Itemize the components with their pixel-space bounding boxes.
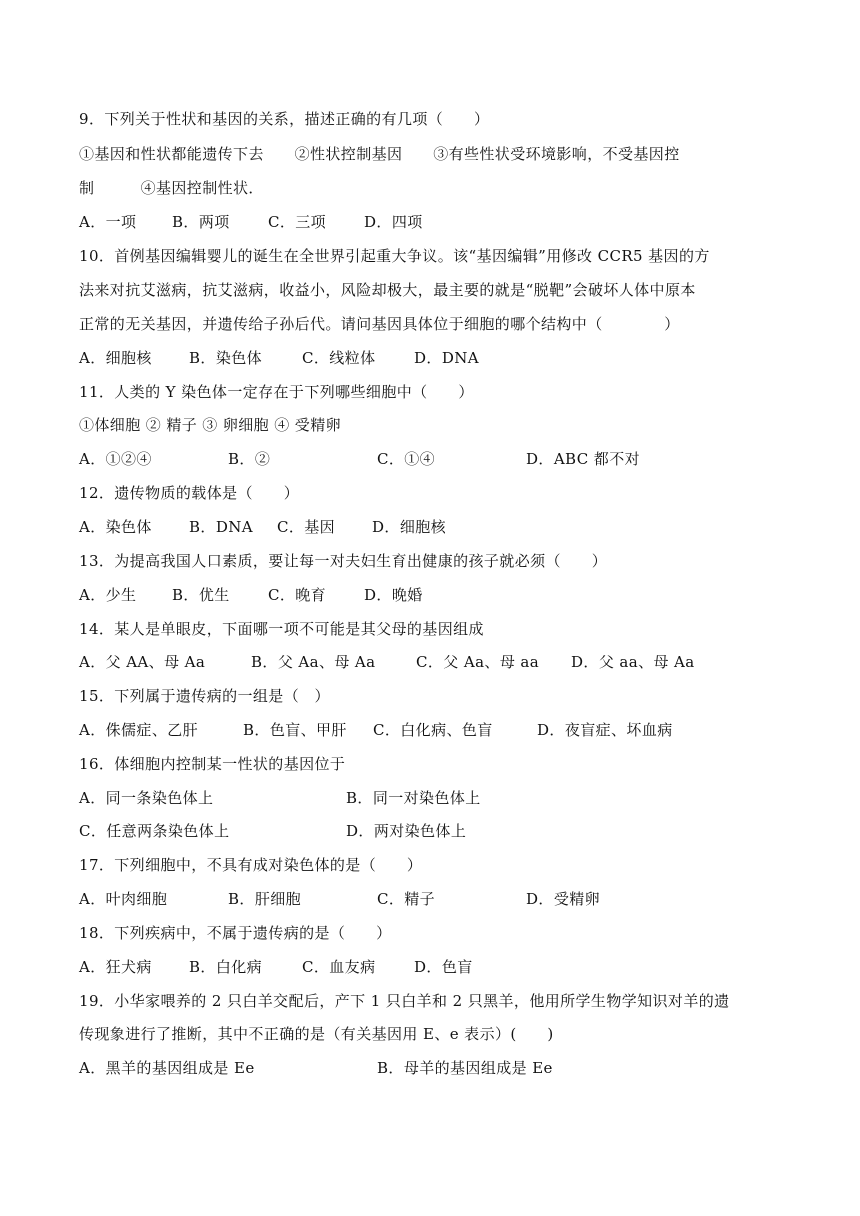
question-19-stem-line1: 19．小华家喂养的 2 只白羊交配后，产下 1 只白羊和 2 只黑羊，他用所学生物学知识对羊的遗 [79, 992, 730, 1010]
question-11-stem: 11．人类的 Y 染色体一定存在于下列哪些细胞中（ ） [79, 383, 474, 401]
question-11-option-c: C．①④ [377, 450, 436, 468]
question-14-option-d: D．父 aa、母 Aa [571, 653, 695, 671]
question-9-stem: 9．下列关于性状和基因的关系，描述正确的有几项（ ） [79, 110, 490, 128]
question-14-stem: 14．某人是单眼皮，下面哪一项不可能是其父母的基因组成 [79, 620, 484, 638]
question-15-option-a: A．侏儒症、乙肝 [79, 721, 199, 739]
question-14-option-b: B．父 Aa、母 Aa [251, 653, 376, 671]
question-18-option-d: D．色盲 [414, 958, 473, 976]
question-18-option-a: A．狂犬病 [79, 958, 152, 976]
question-19-stem-line2: 传现象进行了推断，其中不正确的是（有关基因用 E、e 表示）( ) [79, 1025, 554, 1043]
question-10-option-d: D．DNA [414, 349, 480, 367]
question-9-statements-line2: 制 ④基因控制性状． [79, 179, 264, 197]
question-19-option-a: A．黑羊的基因组成是 Ee [79, 1059, 255, 1077]
question-13-option-d: D．晚婚 [364, 586, 423, 604]
question-17-stem: 17．下列细胞中，不具有成对染色体的是（ ） [79, 856, 423, 874]
question-11-option-b: B．② [228, 450, 271, 468]
question-9-option-d: D．四项 [364, 213, 423, 231]
question-15-option-c: C．白化病、色盲 [373, 721, 493, 739]
question-10-stem-line1: 10．首例基因编辑婴儿的诞生在全世界引起重大争议。该“基因编辑”用修改 CCR5 基因的方 [79, 247, 710, 265]
question-9-option-a: A．一项 [79, 213, 137, 231]
question-13-option-c: C．晚育 [268, 586, 327, 604]
question-16-option-b: B．同一对染色体上 [346, 789, 481, 807]
question-17-option-c: C．精子 [377, 890, 436, 908]
question-14-option-c: C．父 Aa、母 aa [416, 653, 540, 671]
question-18-option-b: B．白化病 [189, 958, 263, 976]
question-12-option-d: D．细胞核 [372, 518, 447, 536]
question-10-option-b: B．染色体 [189, 349, 263, 367]
question-10-stem-line2: 法来对抗艾滋病，抗艾滋病，收益小，风险却极大，最主要的就是“脱靶”会破坏人体中原本 [79, 281, 696, 299]
question-12-stem: 12．遗传物质的载体是（ ） [79, 484, 300, 502]
question-15-stem: 15．下列属于遗传病的一组是（ ） [79, 687, 330, 705]
question-19-option-b: B．母羊的基因组成是 Ee [377, 1059, 553, 1077]
question-13-option-b: B．优生 [172, 586, 230, 604]
question-18-option-c: C．血友病 [302, 958, 376, 976]
question-10-option-c: C．线粒体 [302, 349, 376, 367]
question-9-option-c: C．三项 [268, 213, 327, 231]
question-12-option-c: C．基因 [277, 518, 336, 536]
question-16-option-c: C．任意两条染色体上 [79, 822, 230, 840]
question-11-option-d: D．ABC 都不对 [526, 450, 641, 468]
question-9-statements-line1: ①基因和性状都能遗传下去 ②性状控制基因 ③有些性状受环境影响，不受基因控 [79, 145, 680, 163]
question-16-option-d: D．两对染色体上 [346, 822, 467, 840]
question-9-option-b: B．两项 [172, 213, 230, 231]
question-10-option-a: A．细胞核 [79, 349, 152, 367]
question-10-stem-line3: 正常的无关基因，并遗传给子孙后代。请问基因具体位于细胞的哪个结构中（ ） [79, 315, 680, 333]
question-17-option-b: B．肝细胞 [228, 890, 302, 908]
question-13-stem: 13．为提高我国人口素质，要让每一对夫妇生育出健康的孩子就必须（ ） [79, 552, 608, 570]
question-12-option-a: A．染色体 [79, 518, 152, 536]
question-17-option-d: D．受精卵 [526, 890, 601, 908]
question-16-stem: 16．体细胞内控制某一性状的基因位于 [79, 755, 346, 773]
question-15-option-d: D．夜盲症、坏血病 [537, 721, 673, 739]
question-18-stem: 18．下列疾病中，不属于遗传病的是（ ） [79, 924, 392, 942]
question-11-statements: ①体细胞 ② 精子 ③ 卵细胞 ④ 受精卵 [79, 416, 342, 434]
question-11-option-a: A．①②④ [79, 450, 152, 468]
question-14-option-a: A．父 AA、母 Aa [79, 653, 206, 671]
question-16-option-a: A．同一条染色体上 [79, 789, 214, 807]
question-13-option-a: A．少生 [79, 586, 137, 604]
question-15-option-b: B．色盲、甲肝 [243, 721, 347, 739]
question-17-option-a: A．叶肉细胞 [79, 890, 168, 908]
question-12-option-b: B．DNA [189, 518, 254, 536]
